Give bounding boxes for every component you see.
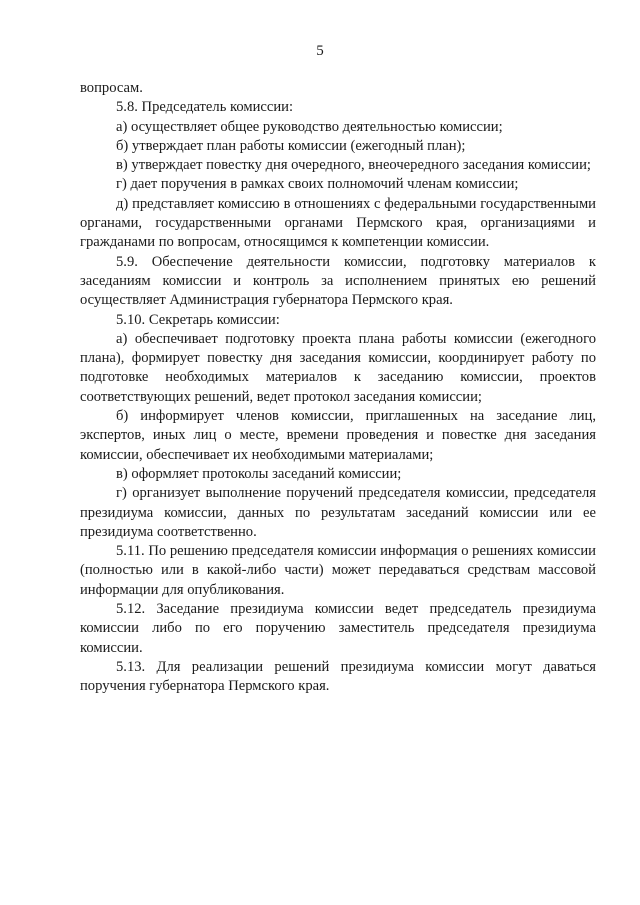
paragraph: 5.11. По решению председателя комиссии информация о решениях комиссии (полностью или в какой-либо части) может передаваться средствам массовой информации для опубликования. — [80, 543, 596, 598]
paragraph: г) дает поручения в рамках своих полномочий членам комиссии; — [116, 176, 519, 193]
paragraph: 5.10. Секретарь комиссии: — [116, 311, 280, 328]
paragraph: вопросам. — [80, 80, 143, 96]
paragraph: 5.13. Для реализации решений президиума комиссии могут даваться поручения губернатора Пермского края. — [80, 658, 596, 695]
paragraph: 5.9. Обеспечение деятельности комиссии, подготовку материалов к заседаниям комиссии и контроль за исполнением принятых ею решений осуществляет Администрация губернатора Пермского края. — [80, 253, 596, 309]
paragraph: д) представляет комиссию в отношениях с федеральными государственными органами, государственными органами Пермского края, организациями и гражданами по вопросам, относящимся к компетенции комиссии. — [80, 195, 596, 251]
paragraph: б) информирует членов комиссии, приглашенных на заседание лиц, экспертов, иных лиц о месте, времени проведения и повестке дня заседания комиссии, обеспечивает их необходимыми материалами; — [80, 408, 596, 463]
paragraph: 5.8. Председатель комиссии: — [116, 99, 294, 116]
paragraph: в) утверждает повестку дня очередного, внеочередного заседания комиссии; — [116, 157, 591, 174]
document-body — [80, 79, 596, 697]
paragraph: 5.12. Заседание президиума комиссии ведет председатель президиума комиссии либо по его поручению заместитель председателя президиума комиссии. — [80, 601, 596, 656]
paragraph: в) оформляет протоколы заседаний комиссии; — [116, 465, 402, 482]
paragraph: б) утверждает план работы комиссии (ежегодный план); — [116, 137, 466, 154]
paragraph: а) осуществляет общее руководство деятельностью комиссии; — [116, 118, 503, 135]
paragraph: а) обеспечивает подготовку проекта плана работы комиссии (ежегодного плана), формирует повестку дня заседания комиссии, координирует работу по подготовке необходимых материалов к заседанию комиссии, проектов соответствующих решений, ведет протокол заседания комиссии; — [80, 330, 596, 405]
page-number: 5 — [316, 43, 324, 59]
paragraph: г) организует выполнение поручений председателя комиссии, председателя президиума комиссии, данных по результатам заседаний комиссии или ее президиума соответственно. — [80, 485, 596, 540]
